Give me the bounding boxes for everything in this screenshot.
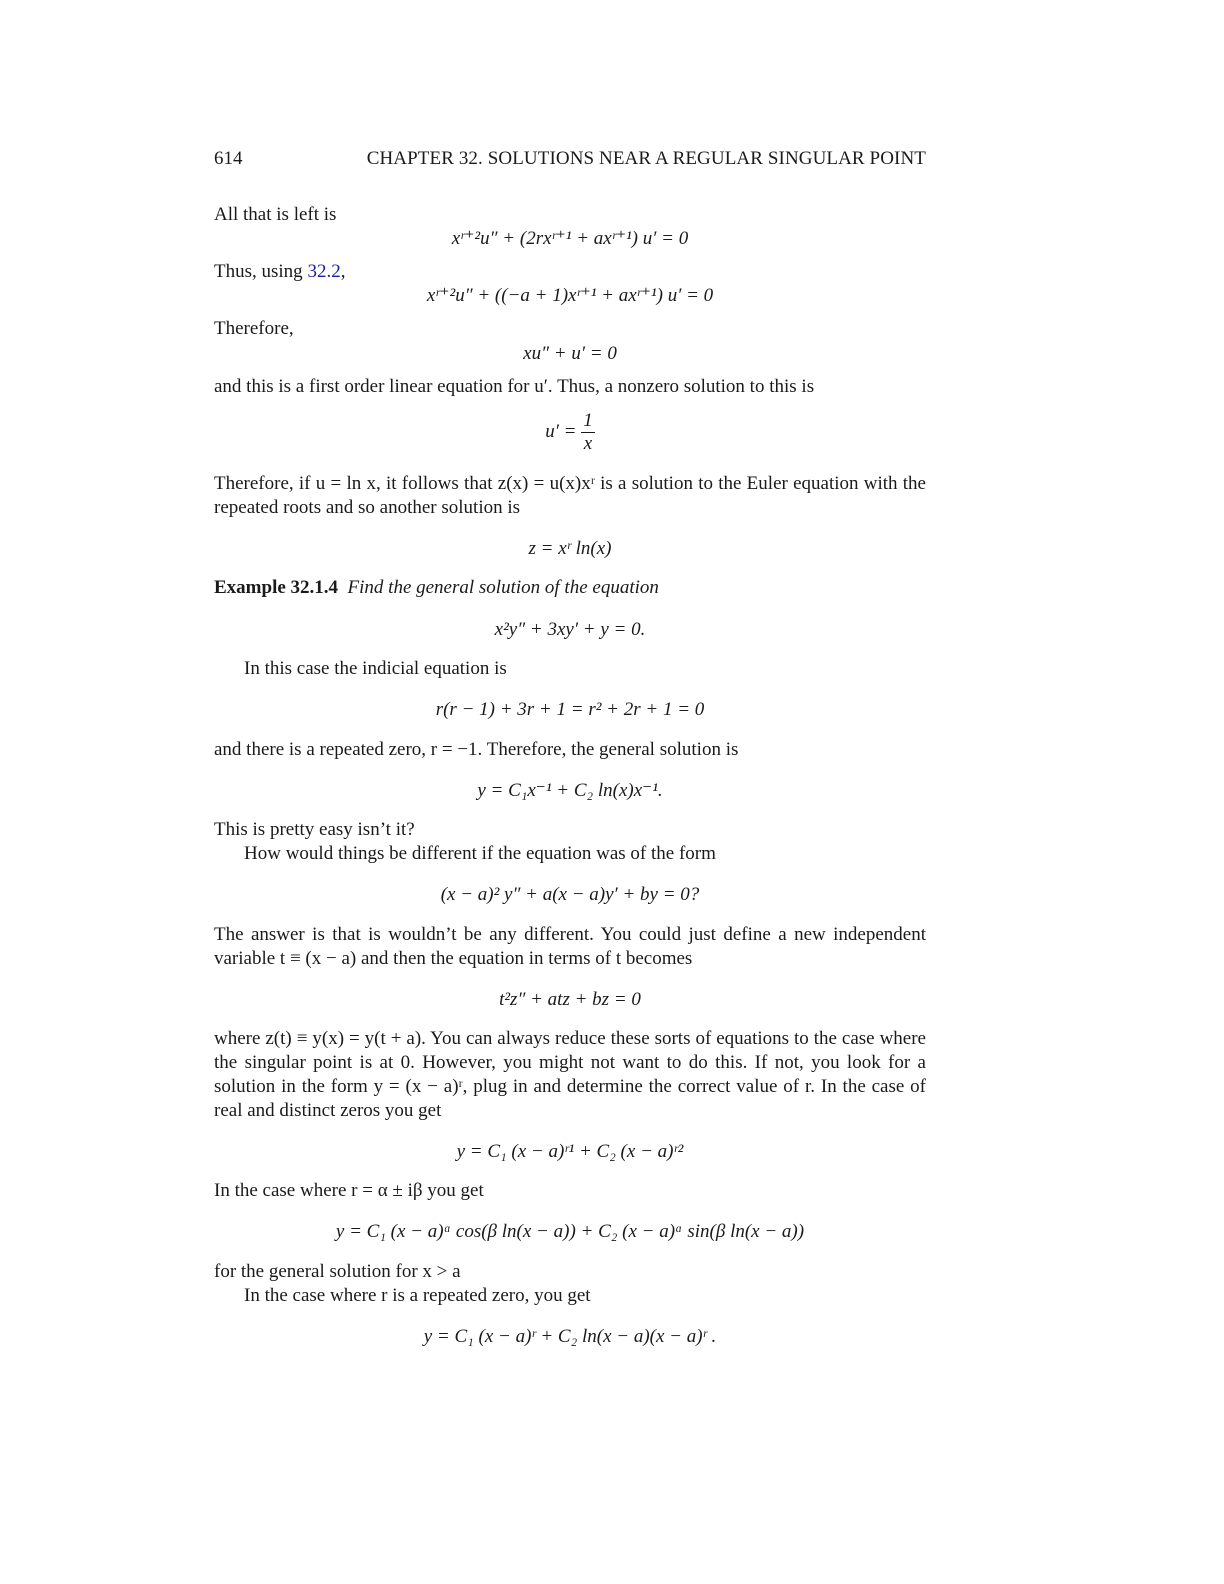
example-heading bbox=[214, 576, 926, 600]
fraction-numerator: 1 bbox=[583, 410, 593, 431]
paragraph-euler-solution: Therefore, if u = ln x, it follows that z(x) = u(x)xʳ is a solution to the Euler equation with the repeated roots and so another solution is bbox=[214, 473, 926, 518]
paragraph-complex-case: In the case where r = α ± iβ you get bbox=[214, 1180, 484, 1201]
paragraph-thus-using bbox=[214, 260, 926, 284]
page-header bbox=[214, 148, 926, 174]
paragraph-reduce-cases: where z(t) ≡ y(x) = y(t + a). You can always reduce these sorts of equations to the case where the singular point is at 0. However, you might not want to do this. If not, you look for a solution in the form y = (x − a)ʳ, plug in and determine the correct value of r. In the case of real and distinct zeros you get bbox=[214, 1028, 926, 1121]
equation-4 bbox=[214, 410, 926, 455]
paragraph-how-different: How would things be different if the equation was of the form bbox=[244, 843, 716, 864]
paragraph-repeated-case: In the case where r is a repeated zero, you get bbox=[244, 1285, 591, 1306]
paragraph-first-order: and this is a first order linear equation for u′. Thus, a nonzero solution to this is bbox=[214, 376, 815, 397]
equation-1: xʳ⁺²u″ + (2rxʳ⁺¹ + axʳ⁺¹) u′ = 0 bbox=[451, 228, 689, 249]
fraction-denominator: x bbox=[583, 433, 593, 454]
equation-12: y = C₁ (x − a)ᵅ cos(β ln(x − a)) + C₂ (x − a)ᵅ sin(β ln(x − a)) bbox=[335, 1221, 805, 1242]
equation-5: z = xʳ ln(x) bbox=[528, 538, 612, 559]
paragraph-general-solution: for the general solution for x > a bbox=[214, 1261, 461, 1282]
paragraph-thus-using-comma: , bbox=[340, 261, 346, 282]
equation-11: y = C₁ (x − a)ʳ¹ + C₂ (x − a)ʳ² bbox=[456, 1141, 684, 1162]
paragraph-pretty-easy: This is pretty easy isn’t it? bbox=[214, 819, 415, 840]
equation-4-fraction bbox=[581, 410, 595, 455]
equation-10: t²z″ + atz + bz = 0 bbox=[499, 989, 641, 1010]
paragraph-indicial: In this case the indicial equation is bbox=[244, 658, 507, 679]
paragraph-repeated-zero: and there is a repeated zero, r = −1. Therefore, the general solution is bbox=[214, 739, 739, 760]
equation-4-lhs: u′ = bbox=[545, 420, 577, 442]
equation-13: y = C₁ (x − a)ʳ + C₂ ln(x − a)(x − a)ʳ . bbox=[423, 1326, 717, 1347]
equation-6: x²y″ + 3xy′ + y = 0. bbox=[494, 619, 646, 640]
equation-reference-link[interactable]: 32.2 bbox=[307, 261, 341, 282]
document-page bbox=[214, 0, 926, 1584]
equation-2: xʳ⁺²u″ + ((−a + 1)xʳ⁺¹ + axʳ⁺¹) u′ = 0 bbox=[426, 285, 714, 306]
paragraph-therefore: Therefore, bbox=[214, 318, 294, 339]
example-title: Example 32.1.4 bbox=[214, 577, 339, 598]
paragraph-thus-using-text: Thus, using bbox=[214, 261, 308, 282]
page-number: 614 bbox=[214, 148, 243, 169]
running-title: CHAPTER 32. SOLUTIONS NEAR A REGULAR SINGULAR POINT bbox=[366, 148, 926, 169]
paragraph-all-that-is-left: All that is left is bbox=[214, 204, 337, 225]
equation-9: (x − a)² y″ + a(x − a)y′ + by = 0? bbox=[440, 884, 700, 905]
paragraph-answer: The answer is that is wouldn’t be any different. You could just define a new independent variable t ≡ (x − a) and then the equation in terms of t becomes bbox=[214, 924, 926, 969]
equation-3: xu″ + u′ = 0 bbox=[523, 343, 617, 364]
equation-8: y = C₁x⁻¹ + C₂ ln(x)x⁻¹. bbox=[477, 780, 663, 801]
example-statement: Find the general solution of the equation bbox=[347, 577, 659, 598]
equation-7: r(r − 1) + 3r + 1 = r² + 2r + 1 = 0 bbox=[435, 699, 705, 720]
